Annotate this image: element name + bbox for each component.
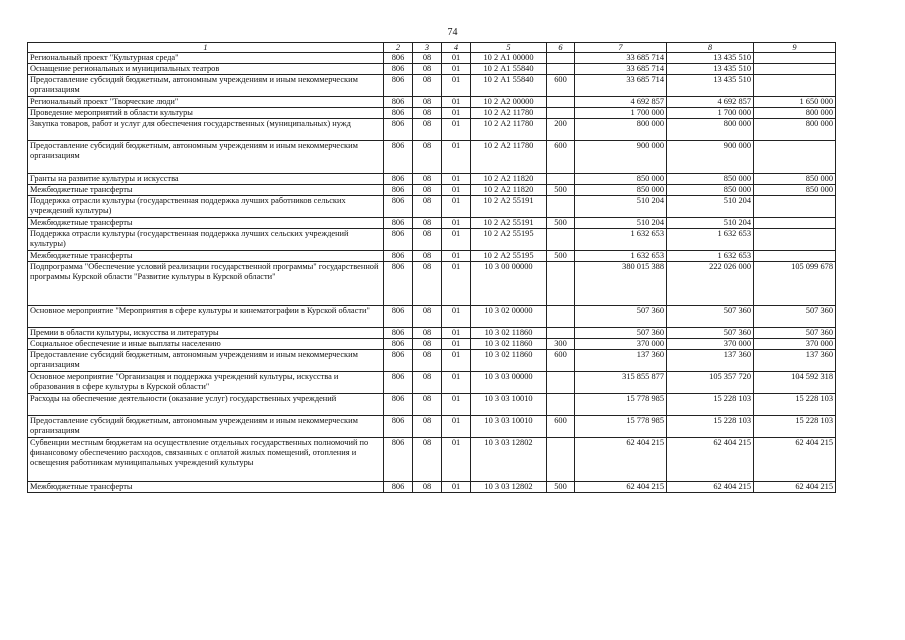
row-name: Предоставление субсидий бюджетным, автономным учреждениям и иным некоммерческим организациям	[28, 350, 384, 372]
header-row	[28, 43, 836, 53]
row-vr-code	[547, 262, 575, 306]
row-vr-code	[547, 306, 575, 328]
row-name: Социальное обеспечение и иные выплаты населению	[28, 339, 384, 350]
row-vr-code: 600	[547, 141, 575, 174]
row-name: Региональный проект "Творческие люди"	[28, 97, 384, 108]
column-header-3: 3	[413, 43, 442, 53]
row-sum-3	[754, 196, 836, 218]
row-pr-code: 01	[442, 64, 471, 75]
row-csr-code: 10 2 А2 00000	[471, 97, 547, 108]
row-sum-2: 13 435 510	[667, 53, 754, 64]
row-pr-code: 01	[442, 108, 471, 119]
row-vr-code: 300	[547, 339, 575, 350]
row-vr-code: 600	[547, 416, 575, 438]
row-rz-code: 08	[413, 97, 442, 108]
row-rz-code: 08	[413, 108, 442, 119]
row-name: Предоставление субсидий бюджетным, автономным учреждениям и иным некоммерческим организациям	[28, 75, 384, 97]
row-sum-1: 4 692 857	[575, 97, 667, 108]
row-name: Межбюджетные трансферты	[28, 218, 384, 229]
column-header-4: 4	[442, 43, 471, 53]
table-row	[28, 196, 836, 218]
row-gr-code: 806	[384, 251, 413, 262]
table-row	[28, 251, 836, 262]
row-name: Поддержка отрасли культуры (государственная поддержка лучших сельских учреждений культуры)	[28, 229, 384, 251]
row-sum-1: 15 778 985	[575, 416, 667, 438]
row-csr-code: 10 3 03 12802	[471, 482, 547, 493]
row-gr-code: 806	[384, 119, 413, 141]
column-header-6: 6	[547, 43, 575, 53]
row-vr-code	[547, 328, 575, 339]
row-name: Предоставление субсидий бюджетным, автономным учреждениям и иным некоммерческим организациям	[28, 416, 384, 438]
table-row	[28, 339, 836, 350]
row-rz-code: 08	[413, 438, 442, 482]
row-sum-1: 15 778 985	[575, 394, 667, 416]
row-sum-2: 370 000	[667, 339, 754, 350]
row-csr-code: 10 2 А2 11780	[471, 119, 547, 141]
row-pr-code: 01	[442, 438, 471, 482]
row-sum-1: 850 000	[575, 174, 667, 185]
row-vr-code	[547, 394, 575, 416]
row-csr-code: 10 3 03 10010	[471, 394, 547, 416]
row-gr-code: 806	[384, 75, 413, 97]
row-pr-code: 01	[442, 416, 471, 438]
column-header-5: 5	[471, 43, 547, 53]
row-sum-1: 507 360	[575, 306, 667, 328]
row-pr-code: 01	[442, 394, 471, 416]
row-csr-code: 10 3 02 11860	[471, 339, 547, 350]
row-sum-2: 507 360	[667, 306, 754, 328]
row-sum-2: 507 360	[667, 328, 754, 339]
table-row	[28, 350, 836, 372]
row-gr-code: 806	[384, 328, 413, 339]
row-sum-1: 900 000	[575, 141, 667, 174]
row-sum-1: 370 000	[575, 339, 667, 350]
row-rz-code: 08	[413, 185, 442, 196]
row-pr-code: 01	[442, 53, 471, 64]
row-vr-code: 200	[547, 119, 575, 141]
row-name: Субвенции местным бюджетам на осуществление отдельных государственных полномочий по финансовому обеспечению расходов, связанных с оплатой жилых помещений, отопления и освещения работникам муниципальных учреждений культуры	[28, 438, 384, 482]
column-header-9: 9	[754, 43, 836, 53]
row-gr-code: 806	[384, 53, 413, 64]
row-pr-code: 01	[442, 229, 471, 251]
row-csr-code: 10 2 А2 11820	[471, 185, 547, 196]
row-sum-2: 13 435 510	[667, 75, 754, 97]
row-pr-code: 01	[442, 262, 471, 306]
row-pr-code: 01	[442, 97, 471, 108]
row-gr-code: 806	[384, 64, 413, 75]
row-csr-code: 10 2 А1 55840	[471, 64, 547, 75]
row-vr-code: 500	[547, 218, 575, 229]
row-csr-code: 10 2 А2 55195	[471, 229, 547, 251]
table-row	[28, 174, 836, 185]
row-gr-code: 806	[384, 97, 413, 108]
row-csr-code: 10 2 А2 55195	[471, 251, 547, 262]
table-row	[28, 119, 836, 141]
row-rz-code: 08	[413, 229, 442, 251]
table-row	[28, 141, 836, 174]
row-rz-code: 08	[413, 64, 442, 75]
row-csr-code: 10 2 А1 55840	[471, 75, 547, 97]
row-csr-code: 10 3 02 00000	[471, 306, 547, 328]
row-rz-code: 08	[413, 372, 442, 394]
row-rz-code: 08	[413, 196, 442, 218]
row-sum-3	[754, 64, 836, 75]
row-vr-code	[547, 229, 575, 251]
row-sum-3: 62 404 215	[754, 438, 836, 482]
row-sum-3	[754, 251, 836, 262]
column-header-7: 7	[575, 43, 667, 53]
table-row	[28, 394, 836, 416]
row-name: Проведение мероприятий в области культуры	[28, 108, 384, 119]
row-sum-3	[754, 141, 836, 174]
table-row	[28, 185, 836, 196]
row-sum-2: 900 000	[667, 141, 754, 174]
row-sum-1: 800 000	[575, 119, 667, 141]
row-pr-code: 01	[442, 119, 471, 141]
row-pr-code: 01	[442, 141, 471, 174]
row-rz-code: 08	[413, 306, 442, 328]
row-sum-3: 850 000	[754, 185, 836, 196]
row-csr-code: 10 3 02 11860	[471, 328, 547, 339]
row-rz-code: 08	[413, 75, 442, 97]
row-sum-1: 1 632 653	[575, 229, 667, 251]
row-csr-code: 10 3 03 12802	[471, 438, 547, 482]
row-vr-code: 500	[547, 185, 575, 196]
row-vr-code	[547, 108, 575, 119]
row-pr-code: 01	[442, 328, 471, 339]
row-vr-code: 500	[547, 251, 575, 262]
row-sum-1: 510 204	[575, 218, 667, 229]
row-sum-2: 13 435 510	[667, 64, 754, 75]
row-gr-code: 806	[384, 350, 413, 372]
row-sum-2: 62 404 215	[667, 438, 754, 482]
row-name: Гранты на развитие культуры и искусства	[28, 174, 384, 185]
row-name: Закупка товаров, работ и услуг для обеспечения государственных (муниципальных) нужд	[28, 119, 384, 141]
row-gr-code: 806	[384, 339, 413, 350]
row-name: Подпрограмма "Обеспечение условий реализации государственной программы" государственной программы Курской области "Развитие культуры в Курской области"	[28, 262, 384, 306]
table-row	[28, 64, 836, 75]
row-rz-code: 08	[413, 218, 442, 229]
row-sum-2: 850 000	[667, 174, 754, 185]
row-vr-code	[547, 64, 575, 75]
row-csr-code: 10 2 А1 00000	[471, 53, 547, 64]
row-csr-code: 10 3 02 11860	[471, 350, 547, 372]
row-vr-code: 600	[547, 75, 575, 97]
table-row	[28, 97, 836, 108]
row-sum-3: 137 360	[754, 350, 836, 372]
row-rz-code: 08	[413, 119, 442, 141]
row-gr-code: 806	[384, 306, 413, 328]
row-rz-code: 08	[413, 394, 442, 416]
row-sum-2: 510 204	[667, 218, 754, 229]
table-row	[28, 372, 836, 394]
row-sum-1: 510 204	[575, 196, 667, 218]
row-sum-3	[754, 229, 836, 251]
row-sum-2: 850 000	[667, 185, 754, 196]
row-pr-code: 01	[442, 174, 471, 185]
row-csr-code: 10 3 03 10010	[471, 416, 547, 438]
row-sum-3: 850 000	[754, 174, 836, 185]
row-name: Поддержка отрасли культуры (государственная поддержка лучших работников сельских учреждений культуры)	[28, 196, 384, 218]
row-sum-3	[754, 53, 836, 64]
row-name: Межбюджетные трансферты	[28, 185, 384, 196]
row-name: Межбюджетные трансферты	[28, 482, 384, 493]
row-name: Предоставление субсидий бюджетным, автономным учреждениям и иным некоммерческим организациям	[28, 141, 384, 174]
row-sum-3	[754, 75, 836, 97]
row-sum-3: 507 360	[754, 328, 836, 339]
row-gr-code: 806	[384, 229, 413, 251]
row-pr-code: 01	[442, 372, 471, 394]
row-name: Оснащение региональных и муниципальных театров	[28, 64, 384, 75]
table-row	[28, 438, 836, 482]
row-sum-1: 33 685 714	[575, 64, 667, 75]
row-sum-1: 62 404 215	[575, 482, 667, 493]
row-vr-code	[547, 53, 575, 64]
column-header-2: 2	[384, 43, 413, 53]
row-sum-2: 1 632 653	[667, 251, 754, 262]
page-number: 74	[447, 27, 458, 38]
row-sum-3: 507 360	[754, 306, 836, 328]
table-row	[28, 53, 836, 64]
row-gr-code: 806	[384, 141, 413, 174]
row-pr-code: 01	[442, 251, 471, 262]
row-rz-code: 08	[413, 53, 442, 64]
row-csr-code: 10 2 А2 11820	[471, 174, 547, 185]
row-gr-code: 806	[384, 262, 413, 306]
row-sum-2: 1 632 653	[667, 229, 754, 251]
row-sum-1: 507 360	[575, 328, 667, 339]
row-sum-3: 15 228 103	[754, 394, 836, 416]
table-row	[28, 328, 836, 339]
row-pr-code: 01	[442, 75, 471, 97]
row-rz-code: 08	[413, 174, 442, 185]
table-body	[28, 53, 836, 493]
table-row	[28, 482, 836, 493]
row-sum-1: 62 404 215	[575, 438, 667, 482]
row-pr-code: 01	[442, 482, 471, 493]
row-csr-code: 10 2 А2 55191	[471, 218, 547, 229]
row-sum-3: 1 650 000	[754, 97, 836, 108]
row-rz-code: 08	[413, 482, 442, 493]
table-row	[28, 229, 836, 251]
row-gr-code: 806	[384, 108, 413, 119]
row-sum-2: 510 204	[667, 196, 754, 218]
row-sum-2: 1 700 000	[667, 108, 754, 119]
row-csr-code: 10 2 А2 55191	[471, 196, 547, 218]
row-sum-1: 315 855 877	[575, 372, 667, 394]
row-rz-code: 08	[413, 328, 442, 339]
row-gr-code: 806	[384, 482, 413, 493]
row-csr-code: 10 2 А2 11780	[471, 108, 547, 119]
table-row	[28, 218, 836, 229]
row-pr-code: 01	[442, 350, 471, 372]
row-gr-code: 806	[384, 394, 413, 416]
row-vr-code	[547, 174, 575, 185]
row-pr-code: 01	[442, 306, 471, 328]
budget-table	[27, 42, 836, 493]
row-rz-code: 08	[413, 251, 442, 262]
row-name: Премии в области культуры, искусства и литературы	[28, 328, 384, 339]
row-sum-3: 15 228 103	[754, 416, 836, 438]
row-sum-2: 4 692 857	[667, 97, 754, 108]
table-row	[28, 306, 836, 328]
row-vr-code	[547, 372, 575, 394]
row-csr-code: 10 3 03 00000	[471, 372, 547, 394]
row-sum-1: 137 360	[575, 350, 667, 372]
row-vr-code	[547, 438, 575, 482]
row-sum-3: 370 000	[754, 339, 836, 350]
row-gr-code: 806	[384, 372, 413, 394]
column-header-8: 8	[667, 43, 754, 53]
row-sum-3: 105 099 678	[754, 262, 836, 306]
row-name: Основное мероприятие "Мероприятия в сфере культуры и кинематографии в Курской области"	[28, 306, 384, 328]
row-sum-3: 62 404 215	[754, 482, 836, 493]
row-gr-code: 806	[384, 438, 413, 482]
row-sum-2: 800 000	[667, 119, 754, 141]
row-sum-3: 800 000	[754, 108, 836, 119]
row-vr-code	[547, 196, 575, 218]
row-sum-2: 15 228 103	[667, 394, 754, 416]
row-sum-1: 850 000	[575, 185, 667, 196]
table-row	[28, 262, 836, 306]
table-row	[28, 75, 836, 97]
row-sum-1: 380 015 388	[575, 262, 667, 306]
row-rz-code: 08	[413, 339, 442, 350]
row-vr-code	[547, 97, 575, 108]
row-rz-code: 08	[413, 416, 442, 438]
row-gr-code: 806	[384, 174, 413, 185]
row-sum-2: 15 228 103	[667, 416, 754, 438]
column-header-1: 1	[28, 43, 384, 53]
row-sum-2: 222 026 000	[667, 262, 754, 306]
row-gr-code: 806	[384, 196, 413, 218]
row-pr-code: 01	[442, 218, 471, 229]
row-name: Расходы на обеспечение деятельности (оказание услуг) государственных учреждений	[28, 394, 384, 416]
row-pr-code: 01	[442, 339, 471, 350]
row-sum-2: 62 404 215	[667, 482, 754, 493]
row-rz-code: 08	[413, 262, 442, 306]
row-csr-code: 10 2 А2 11780	[471, 141, 547, 174]
row-sum-1: 1 632 653	[575, 251, 667, 262]
row-rz-code: 08	[413, 141, 442, 174]
row-sum-3: 104 592 318	[754, 372, 836, 394]
row-sum-3	[754, 218, 836, 229]
row-pr-code: 01	[442, 196, 471, 218]
row-name: Региональный проект "Культурная среда"	[28, 53, 384, 64]
row-sum-1: 33 685 714	[575, 75, 667, 97]
row-gr-code: 806	[384, 218, 413, 229]
row-gr-code: 806	[384, 185, 413, 196]
row-sum-1: 1 700 000	[575, 108, 667, 119]
row-sum-1: 33 685 714	[575, 53, 667, 64]
row-csr-code: 10 3 00 00000	[471, 262, 547, 306]
row-name: Межбюджетные трансферты	[28, 251, 384, 262]
row-sum-3: 800 000	[754, 119, 836, 141]
table-row	[28, 108, 836, 119]
row-pr-code: 01	[442, 185, 471, 196]
row-gr-code: 806	[384, 416, 413, 438]
row-vr-code: 500	[547, 482, 575, 493]
table-row	[28, 416, 836, 438]
row-sum-2: 105 357 720	[667, 372, 754, 394]
row-rz-code: 08	[413, 350, 442, 372]
row-vr-code: 600	[547, 350, 575, 372]
row-name: Основное мероприятие "Организация и поддержка учреждений культуры, искусства и образования в сфере культуры в Курской области"	[28, 372, 384, 394]
row-sum-2: 137 360	[667, 350, 754, 372]
